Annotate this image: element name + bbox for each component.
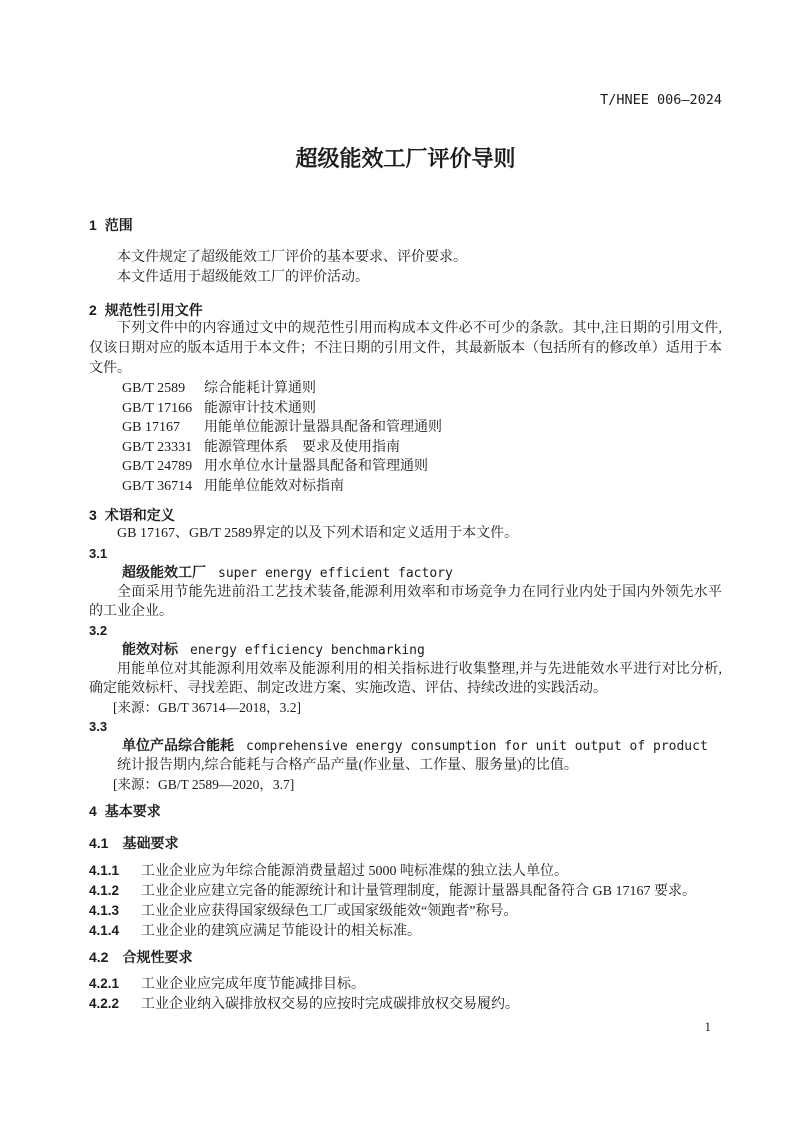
clause bbox=[89, 881, 722, 901]
clause-number: 4.2.1 bbox=[89, 976, 120, 991]
document-title: 超级能效工厂评价导则 bbox=[295, 146, 516, 171]
reference-code: GB/T 2589 bbox=[122, 381, 186, 396]
page-number: 1 bbox=[704, 1019, 711, 1034]
term-number: 3.1 bbox=[89, 546, 108, 561]
section-title: 规范性引用文件 bbox=[104, 302, 203, 318]
reference-item bbox=[122, 399, 722, 419]
clause-number: 4.1.1 bbox=[89, 863, 120, 878]
reference-code: GB/T 23331 bbox=[122, 439, 193, 455]
reference-title: 用能单位能效对标指南 bbox=[204, 478, 344, 494]
reference-title: 能源审计技术通则 bbox=[204, 400, 316, 416]
section-1-body bbox=[89, 248, 722, 288]
reference-item bbox=[122, 457, 722, 477]
reference-title: 综合能耗计算通则 bbox=[204, 381, 316, 396]
section-number: 2 bbox=[89, 302, 97, 318]
clause-text: 工业企业纳入碳排放权交易的应按时完成碳排放权交易履约。 bbox=[141, 997, 520, 1012]
term-chinese: 单位产品综合能耗 bbox=[122, 737, 234, 753]
clause bbox=[89, 921, 722, 941]
term-entry bbox=[89, 736, 722, 756]
term-english: super energy efficient factory bbox=[218, 566, 453, 581]
section-title: 术语和定义 bbox=[104, 507, 175, 523]
term-entry bbox=[89, 640, 722, 660]
terms-and-definitions bbox=[89, 544, 722, 794]
clause-text: 工业企业的建筑应满足节能设计的相关标准。 bbox=[141, 924, 422, 939]
section-title: 范围 bbox=[104, 217, 133, 233]
term-number: 3.3 bbox=[89, 719, 108, 734]
clause-number: 4.2.2 bbox=[89, 996, 120, 1011]
clause bbox=[89, 861, 722, 881]
clause-text: 工业企业应获得国家级绿色工厂或国家级能效“领跑者”称号。 bbox=[141, 904, 518, 919]
reference-item bbox=[122, 477, 722, 497]
section-3-heading bbox=[89, 506, 722, 524]
section-4-heading bbox=[89, 802, 722, 820]
paragraph: 本文件规定了超级能效工厂评价的基本要求、评价要求。 bbox=[117, 250, 467, 265]
term-definition: 用能单位对其能源利用效率及能源利用的相关指标进行收集整理,并与先进能效水平进行对比分析,确定能效标杆、寻找差距、制定改进方案、实施改造、评估、持续改进的实践活动。 bbox=[89, 662, 722, 696]
reference-item bbox=[122, 418, 722, 438]
term-chinese: 能效对标 bbox=[122, 641, 178, 657]
term-source: [来源：GB/T 36714—2018，3.2] bbox=[113, 700, 301, 715]
section-4-1-heading bbox=[89, 834, 722, 852]
clause-text: 工业企业应为年综合能源消费量超过 5000 吨标准煤的独立法人单位。 bbox=[141, 864, 569, 879]
clause bbox=[89, 974, 722, 994]
normative-references-list bbox=[89, 379, 722, 496]
term-source: [来源：GB/T 2589—2020，3.7] bbox=[113, 777, 295, 792]
subsection-title: 基础要求 bbox=[122, 835, 179, 851]
section-3-intro: GB 17167、GB/T 2589界定的以及下列术语和定义适用于本文件。 bbox=[117, 526, 519, 541]
term-english: energy efficiency benchmarking bbox=[190, 643, 425, 658]
term-entry bbox=[89, 563, 722, 583]
clause bbox=[89, 994, 722, 1014]
section-4-2-heading bbox=[89, 948, 722, 966]
term-english: comprehensive energy consumption for unit output of product bbox=[246, 739, 708, 754]
subsection-number: 4.1 bbox=[89, 835, 109, 851]
section-number: 4 bbox=[89, 803, 97, 819]
section-2-heading bbox=[89, 301, 722, 319]
reference-item bbox=[122, 438, 722, 458]
reference-item bbox=[122, 379, 722, 399]
reference-title: 用能单位能源计量器具配备和管理通则 bbox=[204, 420, 442, 435]
subsection-title: 合规性要求 bbox=[122, 949, 193, 965]
clause-text: 工业企业应建立完备的能源统计和计量管理制度，能源计量器具配备符合 GB 17167 要求。 bbox=[141, 884, 696, 899]
reference-code: GB/T 17166 bbox=[122, 400, 193, 416]
clause-number: 4.1.2 bbox=[89, 883, 120, 898]
section-title: 基本要求 bbox=[104, 803, 161, 819]
subsection-number: 4.2 bbox=[89, 949, 109, 965]
paragraph: 本文件适用于超级能效工厂的评价活动。 bbox=[117, 270, 369, 285]
clause bbox=[89, 901, 722, 921]
reference-title: 用水单位水计量器具配备和管理通则 bbox=[204, 459, 428, 474]
reference-code: GB/T 36714 bbox=[122, 478, 193, 494]
section-1-heading bbox=[89, 216, 722, 234]
reference-code: GB 17167 bbox=[122, 420, 180, 435]
reference-code: GB/T 24789 bbox=[122, 459, 193, 474]
section-number: 3 bbox=[89, 507, 97, 523]
term-definition: 全面采用节能先进前沿工艺技术装备,能源利用效率和市场竞争力在同行业内处于国内外领先水平的工业企业。 bbox=[89, 585, 722, 619]
section-number: 1 bbox=[89, 217, 97, 233]
standard-number: T/HNEE 006—2024 bbox=[600, 92, 722, 108]
clause-text: 工业企业应完成年度节能减排目标。 bbox=[141, 977, 366, 992]
term-chinese: 超级能效工厂 bbox=[122, 564, 206, 580]
term-definition: 统计报告期内,综合能耗与合格产品产量(作业量、工作量、服务量)的比值。 bbox=[117, 758, 578, 773]
section-2-intro: 下列文件中的内容通过文中的规范性引用而构成本文件必不可少的条款。其中,注日期的引用文件,仅该日期对应的版本适用于本文件；不注日期的引用文件，其最新版本（包括所有的修改单）适用于本文件。 bbox=[89, 321, 722, 376]
clause-number: 4.1.3 bbox=[89, 903, 120, 918]
section-4-2-clauses bbox=[89, 974, 722, 1014]
term-number: 3.2 bbox=[89, 623, 108, 638]
section-4-1-clauses bbox=[89, 861, 722, 941]
clause-number: 4.1.4 bbox=[89, 923, 120, 938]
reference-title: 能源管理体系 要求及使用指南 bbox=[204, 439, 400, 455]
